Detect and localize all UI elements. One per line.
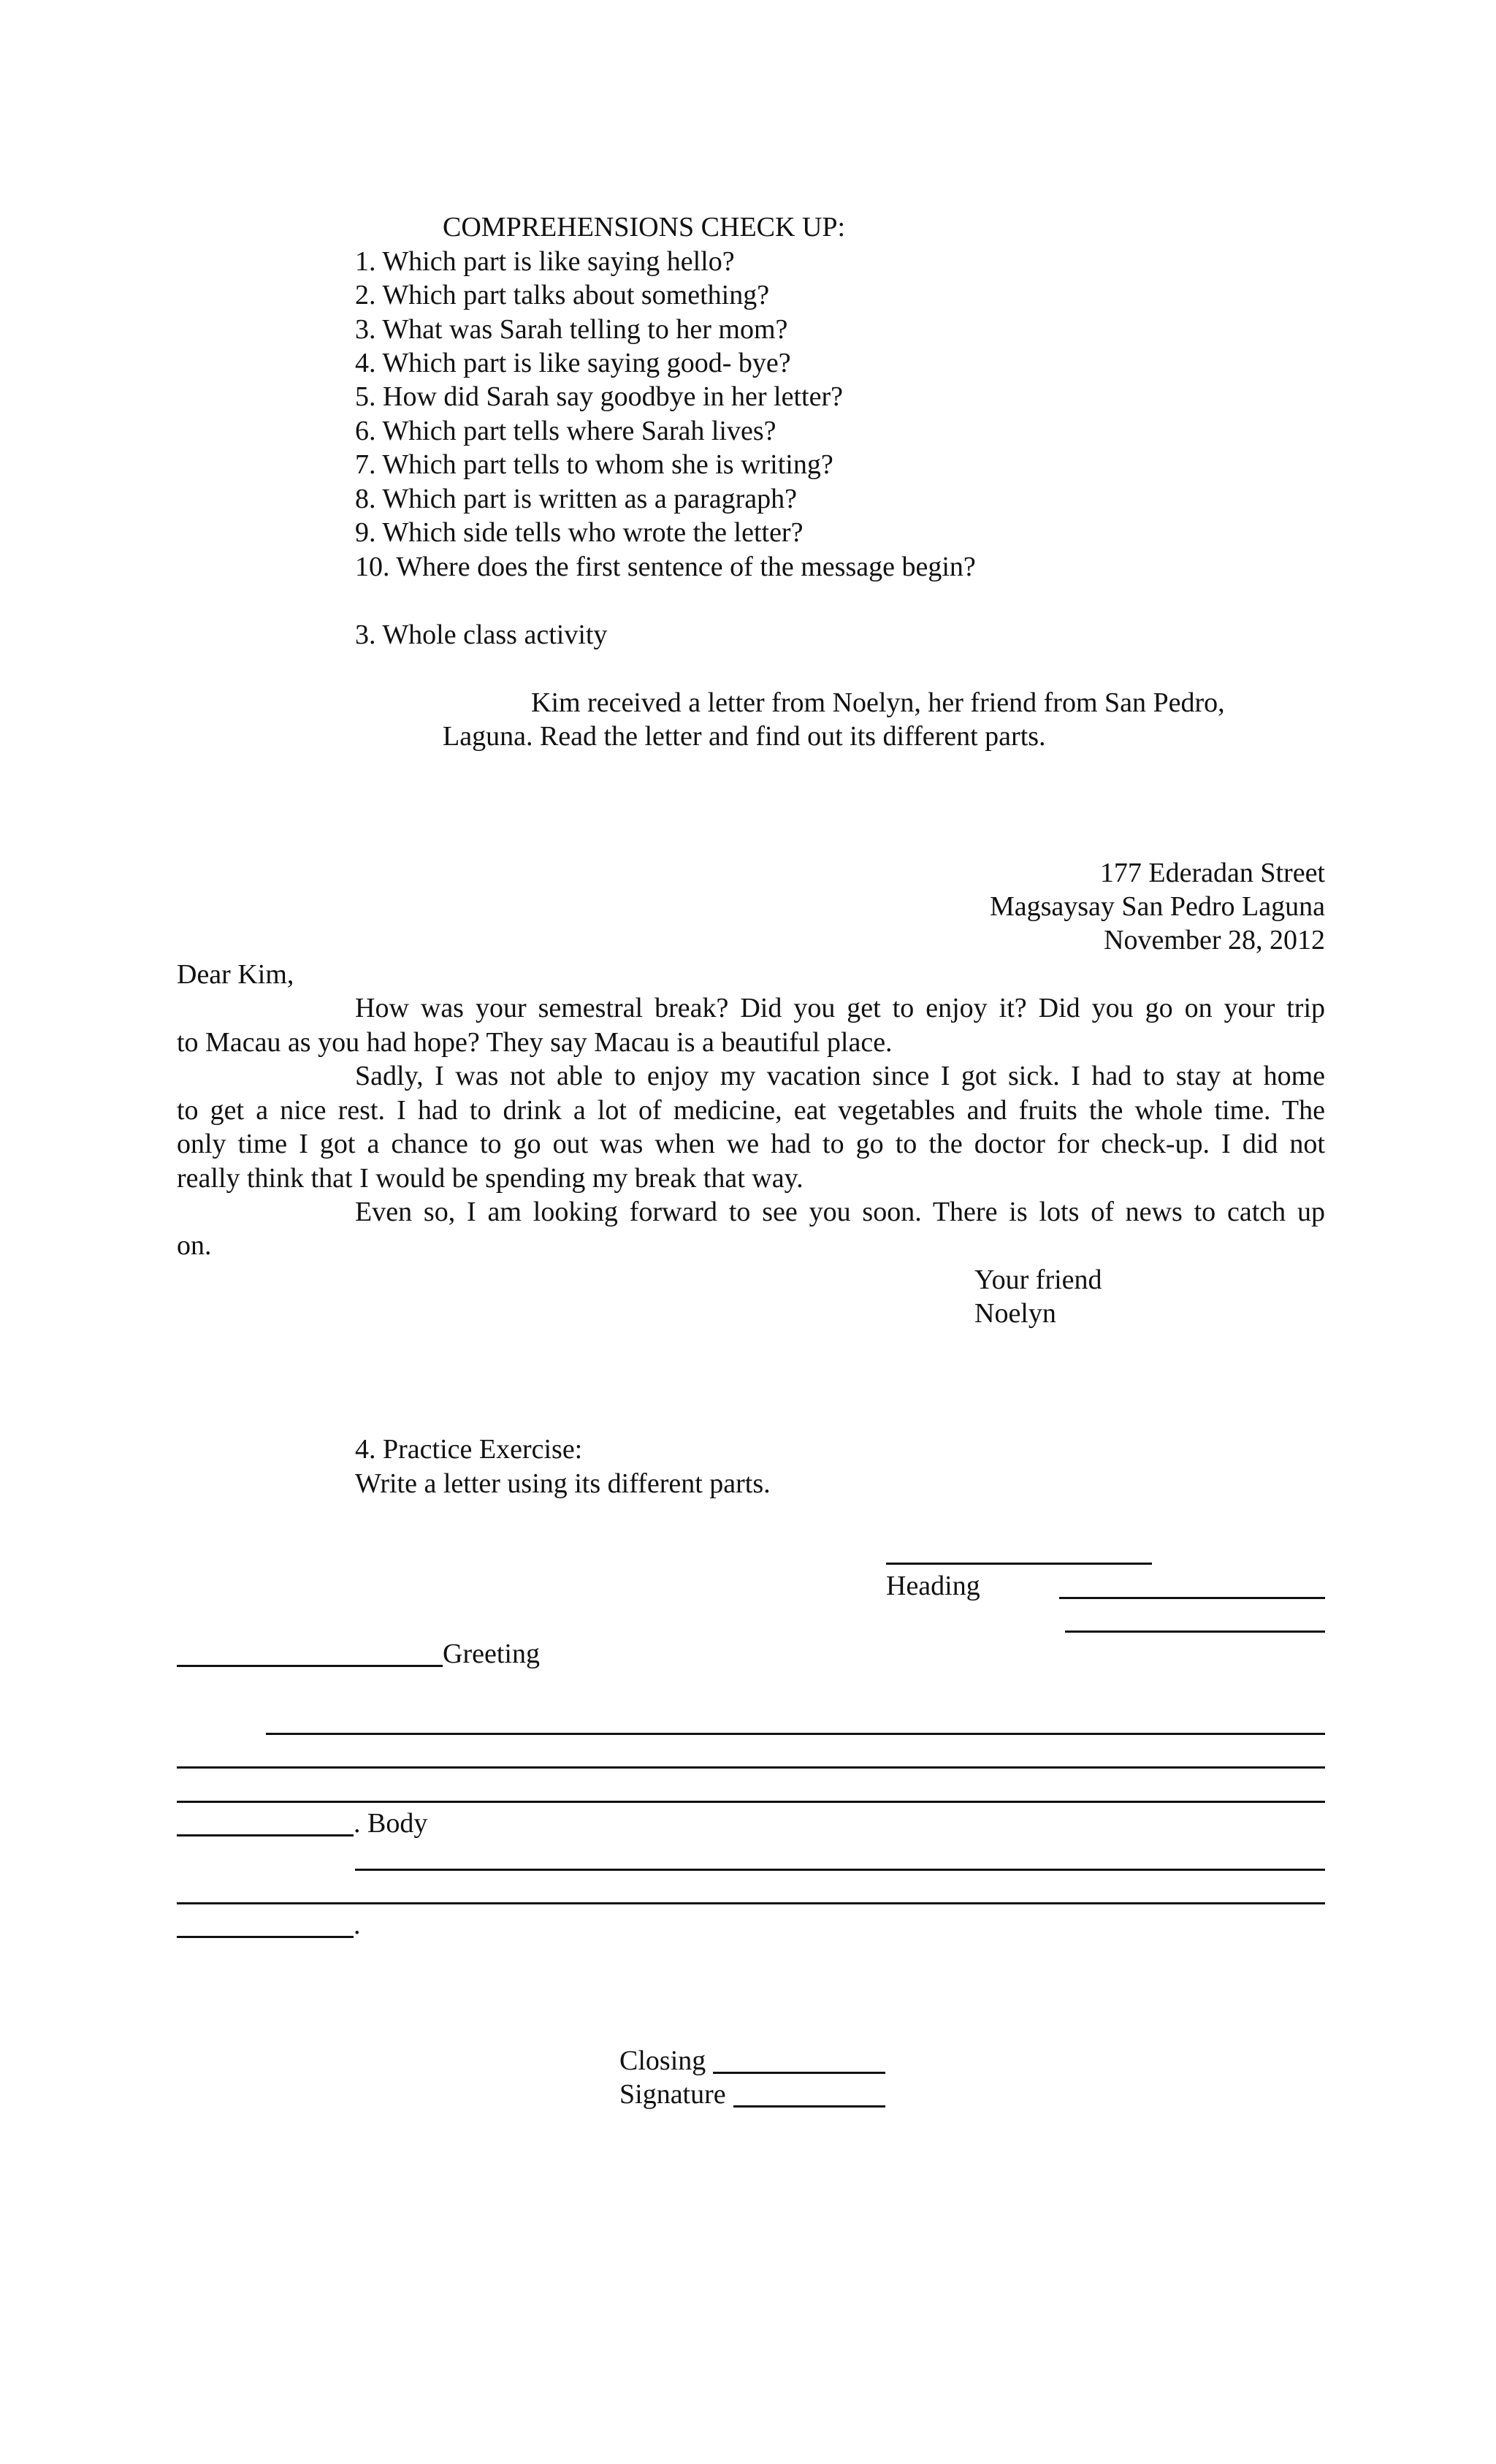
letter-address-line2: Magsaysay San Pedro Laguna [989,891,1325,922]
question-item: 2. Which part talks about something? [355,280,770,310]
question-item: 9. Which side tells who wrote the letter? [355,517,804,548]
letter-body-line: How was your semestral break? Did you get to enjoy it? Did you go on your trip [355,993,1325,1023]
activity-heading: 3. Whole class activity [355,619,608,650]
body-blank-line [177,1902,1325,1904]
activity-intro-line2: Laguna. Read the letter and find out its different parts. [443,721,1046,752]
heading-blank-line [1065,1630,1325,1633]
comprehension-title: COMPREHENSIONS CHECK UP: [443,212,846,243]
letter-greeting: Dear Kim, [177,959,294,990]
signature-blank-line [733,2105,885,2108]
letter-body-line: only time I got a chance to go out was when we had to go to the doctor for check-up. I did not [177,1129,1325,1159]
question-item: 3. What was Sarah telling to her mom? [355,314,788,345]
greeting-blank-line [177,1665,443,1667]
closing-label: Closing [619,2045,706,2076]
body-blank-line [177,1766,1325,1769]
body-blank-line [177,1834,354,1836]
heading-blank-line [886,1563,1152,1565]
body-end-period: . [354,1910,361,1940]
question-item: 8. Which part is written as a paragraph? [355,484,797,514]
letter-body-line: really think that I would be spending my break that way. [177,1163,804,1194]
practice-instruction: Write a letter using its different parts. [355,1468,771,1499]
question-item: 10. Where does the first sentence of the message begin? [355,552,976,582]
activity-intro-line1: Kim received a letter from Noelyn, her friend from San Pedro, [531,687,1225,718]
question-item: 7. Which part tells to whom she is writing? [355,449,833,480]
letter-body-line: Even so, I am looking forward to see you soon. There is lots of news to catch up [355,1197,1325,1227]
body-blank-line [177,1936,354,1938]
body-blank-line [355,1869,1325,1871]
body-blank-line [266,1733,1325,1735]
letter-body-line: on. [177,1230,212,1261]
body-label: . Body [354,1808,428,1839]
letter-closing: Your friend [974,1265,1102,1295]
signature-label: Signature [619,2079,726,2110]
letter-signature: Noelyn [974,1298,1056,1329]
greeting-label: Greeting [443,1639,540,1669]
closing-blank-line [713,2072,885,2074]
letter-body-line: to Macau as you had hope? They say Macau is a beautiful place. [177,1027,893,1058]
body-blank-line [177,1801,1325,1803]
question-item: 5. How did Sarah say goodbye in her letter? [355,381,843,412]
letter-date: November 28, 2012 [1104,925,1325,956]
heading-blank-line [1059,1597,1325,1599]
letter-body-line: to get a nice rest. I had to drink a lot of medicine, eat vegetables and fruits the whole time. The [177,1095,1325,1126]
letter-address-line1: 177 Ederadan Street [1099,858,1325,888]
letter-body-line: Sadly, I was not able to enjoy my vacation since I got sick. I had to stay at home [355,1061,1325,1091]
question-item: 1. Which part is like saying hello? [355,246,735,277]
question-item: 6. Which part tells where Sarah lives? [355,416,776,446]
question-item: 4. Which part is like saying good- bye? [355,348,791,378]
heading-label: Heading [886,1571,980,1601]
practice-heading: 4. Practice Exercise: [355,1434,583,1465]
